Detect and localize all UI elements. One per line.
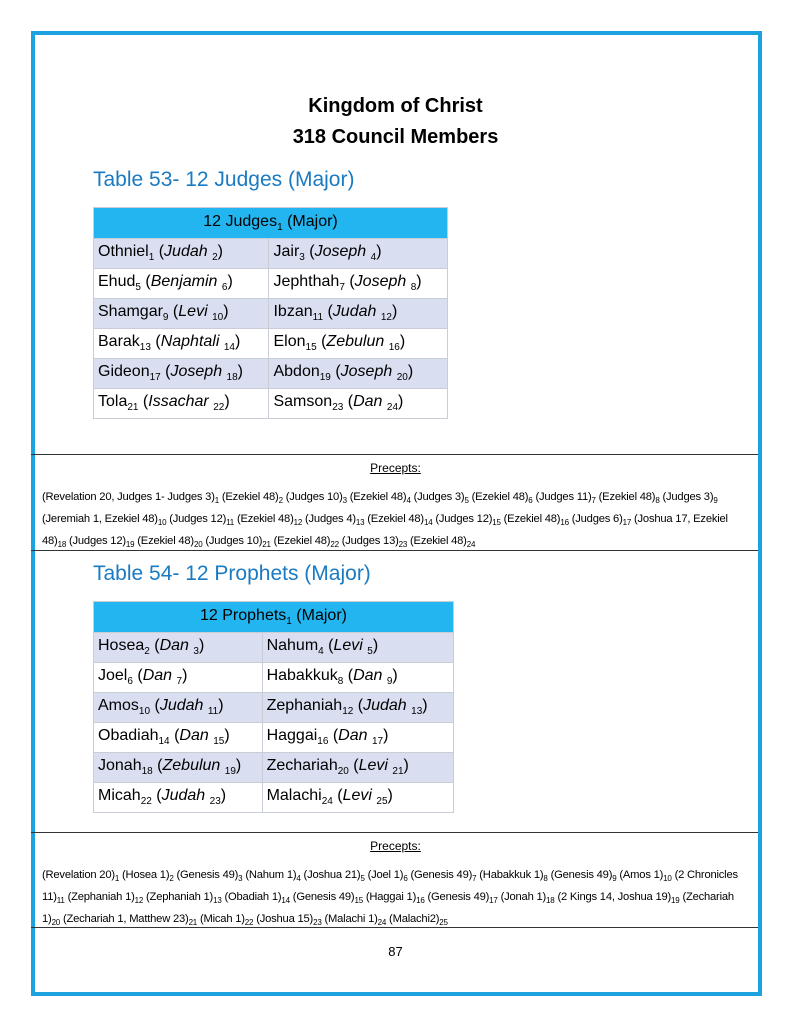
precept-reference: (Genesis 49): [289, 891, 355, 904]
precept-reference: (Ezekiel 48): [364, 513, 424, 526]
precept-reference: (Judges 12): [166, 513, 227, 526]
member-cell: Zechariah$_{20}$ (Levi $_{21}$): [262, 753, 453, 783]
page-subtitle: 318 Council Members: [292, 126, 499, 148]
footnote-number: 15: [213, 736, 225, 748]
precept-reference: (Nahum 1): [242, 869, 297, 881]
precept-reference: (Ezekiel 48): [500, 513, 561, 526]
table-row: [94, 329, 448, 359]
precept-reference: (Obadiah 1): [221, 891, 282, 904]
precept-reference: (Judges 12): [66, 535, 126, 548]
precept-reference: (Ezekiel 48): [134, 535, 194, 548]
precept-reference: (Judges 12): [432, 513, 493, 526]
precept-reference: (2 Kings 14, Joshua 19): [554, 891, 672, 904]
footnote-number: 6: [528, 496, 533, 506]
table-row: [94, 753, 454, 783]
member-cell: Ehud$_5$ (Benjamin $_6$): [94, 269, 269, 299]
member-cell: Jonah$_{18}$ (Zebulun $_{19}$): [94, 753, 263, 783]
footnote-number: 3: [238, 874, 243, 884]
footnote-number: 6: [403, 874, 408, 884]
footnote-number: 8: [337, 676, 344, 688]
precept-reference: (Jeremiah 1, Ezekiel 48): [42, 513, 158, 526]
precept-reference: (Judges 4): [302, 513, 356, 526]
member-name: Zephaniah: [266, 697, 343, 715]
member-cell: Tola$_{21}$ (Issachar $_{22}$): [94, 389, 269, 419]
member-name: Micah: [98, 787, 141, 805]
footnote-number: 18: [226, 372, 238, 384]
footnote-number: 18: [546, 896, 555, 906]
footnote-number: 21: [188, 918, 198, 928]
precept-reference: (Ezekiel 48): [407, 535, 467, 548]
footnote-number: 3: [342, 496, 347, 506]
footnote-number: 18: [141, 766, 153, 778]
member-cell: Joel$_6$ (Dan $_7$): [94, 663, 263, 693]
member-cell: Micah$_{22}$ (Judah $_{23}$): [94, 783, 263, 813]
footnote-number: 8: [655, 496, 660, 506]
footnote-number: 24: [321, 796, 333, 808]
precept-reference: (Joel 1): [364, 869, 404, 881]
table-row: [94, 239, 448, 269]
footnote-number: 25: [439, 918, 448, 928]
member-tribe: Dan: [338, 727, 372, 745]
precept-reference: (Judges 3): [410, 491, 465, 503]
precept-reference: (Jonah 1): [497, 891, 547, 904]
footnote-number: 8: [410, 282, 417, 294]
footnote-number: 19: [319, 372, 331, 384]
footnote-number: 2: [169, 874, 174, 884]
footnote-number: 12: [293, 518, 303, 528]
precept-reference: (Joshua 17, Ezekiel 48): [42, 513, 728, 548]
footnote-number: 16: [416, 896, 425, 906]
footnote-number: 9: [612, 874, 617, 884]
member-cell: Malachi$_{24}$ (Levi $_{25}$): [262, 783, 453, 813]
member-name: Malachi: [266, 787, 322, 805]
member-cell: Shamgar$_9$ (Levi $_{10}$): [94, 299, 269, 329]
member-name: Ehud: [98, 273, 136, 291]
precept-reference: (Genesis 49): [173, 869, 239, 881]
footnote-number: 20: [396, 372, 408, 384]
table-header: 12 Judges$_1$ (Major): [94, 208, 448, 239]
member-name: Hosea: [98, 637, 145, 655]
footnote-number: 20: [193, 540, 203, 550]
footnote-number: 13: [213, 896, 222, 906]
member-name: Joel: [98, 667, 128, 685]
table-row: [94, 663, 454, 693]
precept-reference: (Judges 11): [532, 491, 592, 503]
footnote-number: 5: [360, 874, 365, 884]
member-name: Barak: [98, 333, 140, 351]
member-name: Shamgar: [98, 303, 163, 321]
footnote-number: 11: [226, 518, 235, 528]
footnote-number: 10: [157, 518, 167, 528]
precept-reference: (Ezekiel 48): [468, 491, 529, 503]
footnote-number: 7: [472, 874, 477, 884]
footnote-number: 10: [663, 874, 672, 884]
footnote-number: 21: [262, 540, 271, 550]
precept-reference: (Zephaniah 1): [143, 891, 214, 904]
precept-reference: (Habakkuk 1): [476, 869, 544, 881]
table-53-caption: Table 53- 12 Judges (Major): [93, 168, 355, 191]
divider: [31, 832, 758, 833]
footnote-number: 13: [139, 342, 151, 354]
member-name: Haggai: [266, 727, 318, 745]
member-cell: Zephaniah$_{12}$ (Judah $_{13}$): [262, 693, 453, 723]
divider: [31, 454, 758, 455]
precept-reference: (Ezekiel 48): [270, 535, 331, 548]
member-tribe: Joseph: [354, 273, 411, 291]
member-name: Elon: [273, 333, 306, 351]
member-cell: Amos$_{10}$ (Judah $_{11}$): [94, 693, 263, 723]
table-row: [94, 723, 454, 753]
footnote-number: 8: [543, 874, 548, 884]
member-tribe: Levi: [342, 787, 377, 805]
table-54-caption: Table 54- 12 Prophets (Major): [93, 562, 371, 585]
precept-reference: (Ezekiel 48): [346, 491, 407, 503]
member-name: Amos: [98, 697, 139, 715]
footnote-number: 12: [380, 312, 392, 324]
precept-reference: (Judges 6): [568, 513, 623, 526]
member-tribe: Naphtali: [160, 333, 224, 351]
page-number: 87: [388, 944, 403, 959]
member-tribe: Dan: [179, 727, 214, 745]
member-tribe: Dan: [159, 637, 194, 655]
precepts-text: [42, 866, 754, 933]
table-row: [94, 693, 454, 723]
member-tribe: Benjamin: [150, 273, 222, 291]
footnote-number: 22: [140, 796, 152, 808]
footnote-number: 21: [127, 402, 139, 414]
footnote-number: 21: [392, 766, 404, 778]
footnote-number: 5: [464, 496, 469, 506]
footnote-number: 22: [213, 402, 225, 414]
member-cell: Samson$_{23}$ (Dan $_{24}$): [269, 389, 448, 419]
member-cell: Othniel$_1$ (Judah $_2$): [94, 239, 269, 269]
footnote-number: 14: [158, 736, 170, 748]
precept-reference: (Malachi2): [386, 913, 440, 926]
member-tribe: Judah: [363, 697, 412, 715]
member-name: Tola: [98, 393, 128, 411]
member-tribe: Levi: [178, 303, 213, 321]
member-cell: Nahum$_4$ (Levi $_5$): [262, 633, 453, 663]
member-tribe: Levi: [333, 637, 368, 655]
precept-reference: (Zechariah 1, Matthew 23): [60, 913, 189, 926]
footnote-number: 9: [386, 676, 393, 688]
precept-reference: (Revelation 20, Judges 1- Judges 3): [42, 491, 215, 503]
footnote-number: 1: [148, 252, 155, 264]
precepts-label: Precepts:: [370, 839, 421, 853]
member-name: Zechariah: [266, 757, 338, 775]
judges-table: [93, 207, 448, 419]
footnote-number: 2: [212, 252, 218, 264]
footnote-number: 1: [114, 874, 120, 884]
footnote-number: 22: [330, 540, 339, 550]
precept-reference: (Judges 13): [338, 535, 399, 548]
member-cell: Abdon$_{19}$ (Joseph $_{20}$): [269, 359, 448, 389]
member-cell: Jair$_3$ (Joseph $_4$): [269, 239, 448, 269]
footnote-number: 15: [354, 896, 363, 906]
footnote-number: 14: [281, 896, 290, 906]
member-cell: Gideon$_{17}$ (Joseph $_{18}$): [94, 359, 269, 389]
member-tribe: Judah: [164, 243, 213, 261]
footnote-number: 5: [367, 646, 373, 658]
member-cell: Haggai$_{16}$ (Dan $_{17}$): [262, 723, 453, 753]
footnote-number: 9: [713, 496, 718, 506]
table-row: [94, 633, 454, 663]
member-name: Gideon: [98, 363, 150, 381]
table-row: [94, 269, 448, 299]
footnote-number: 4: [318, 646, 324, 658]
footnote-number: 20: [51, 918, 61, 928]
footnote-number: 6: [127, 676, 133, 688]
footnote-number: 11: [56, 896, 65, 906]
precept-reference: (Judges 10): [202, 535, 263, 548]
member-tribe: Judah: [332, 303, 381, 321]
member-name: Samson: [273, 393, 333, 411]
footnote-number: 5: [135, 282, 141, 294]
member-name: Habakkuk: [266, 667, 338, 685]
member-name: Nahum: [266, 637, 319, 655]
precept-reference: (Judges 3): [659, 491, 714, 503]
precept-reference: (Hosea 1): [119, 869, 170, 881]
precept-reference: (Zephaniah 1): [64, 891, 135, 904]
member-name: Jonah: [98, 757, 142, 775]
precept-reference: (Joshua 15): [253, 913, 314, 926]
footnote-number: 23: [209, 796, 221, 808]
member-name: Jair: [273, 243, 300, 261]
footnote-number: 23: [398, 540, 408, 550]
precept-reference: (Revelation 20): [42, 869, 115, 881]
footnote-number: 2: [144, 646, 150, 658]
member-tribe: Joseph: [314, 243, 371, 261]
footnote-number: 24: [466, 540, 476, 550]
member-name: Othniel: [98, 243, 149, 261]
precept-reference: (Ezekiel 48): [218, 491, 279, 503]
footnote-number: 3: [299, 252, 305, 264]
table-row: [94, 299, 448, 329]
member-cell: Elon$_{15}$ (Zebulun $_{16}$): [269, 329, 448, 359]
footnote-number: 16: [560, 518, 569, 528]
member-cell: Obadiah$_{14}$ (Dan $_{15}$): [94, 723, 263, 753]
member-cell: Hosea$_2$ (Dan $_3$): [94, 633, 263, 663]
member-cell: Jephthah$_7$ (Joseph $_8$): [269, 269, 448, 299]
member-cell: Habakkuk$_8$ (Dan $_9$): [262, 663, 453, 693]
footnote-number: 20: [337, 766, 349, 778]
precepts-text: [42, 488, 754, 555]
member-tribe: Dan: [142, 667, 177, 685]
footnote-number: 10: [212, 312, 224, 324]
footnote-number: 23: [313, 918, 322, 928]
table-row: [94, 389, 448, 419]
member-name: Abdon: [273, 363, 320, 381]
member-tribe: Zebulun: [162, 757, 225, 775]
footnote-number: 11: [207, 706, 219, 718]
footnote-number: 7: [591, 496, 596, 506]
member-cell: Barak$_{13}$ (Naphtali $_{14}$): [94, 329, 269, 359]
precept-reference: (Judges 10): [282, 491, 343, 503]
table-row: [94, 783, 454, 813]
precept-reference: (Joshua 21): [300, 869, 361, 881]
precepts-label: Precepts:: [370, 461, 421, 475]
footnote-number: 2: [278, 496, 283, 506]
member-tribe: Issachar: [148, 393, 214, 411]
footnote-number: 17: [371, 736, 384, 748]
footnote-number: 1: [286, 616, 292, 628]
footnote-number: 19: [125, 540, 135, 550]
footnote-number: 4: [296, 874, 301, 884]
footnote-number: 17: [622, 518, 632, 528]
footnote-number: 3: [193, 646, 199, 658]
precept-reference: (Genesis 49): [547, 869, 613, 881]
table-header: 12 Prophets$_1$ (Major): [94, 602, 454, 633]
footnote-number: 1: [277, 222, 283, 234]
footnote-number: 11: [312, 312, 324, 324]
footnote-number: 17: [149, 372, 161, 384]
divider: [31, 550, 758, 551]
footnote-number: 7: [176, 676, 183, 688]
footnote-number: 15: [492, 518, 501, 528]
footnote-number: 16: [317, 736, 329, 748]
footnote-number: 19: [671, 896, 680, 906]
footnote-number: 25: [376, 796, 388, 808]
member-name: Ibzan: [273, 303, 313, 321]
divider: [31, 927, 758, 928]
member-name: Jephthah: [273, 273, 340, 291]
member-name: Obadiah: [98, 727, 159, 745]
footnote-number: 9: [162, 312, 169, 324]
footnote-number: 12: [134, 896, 144, 906]
footnote-number: 13: [411, 706, 423, 718]
footnote-number: 7: [339, 282, 345, 294]
footnote-number: 14: [423, 518, 433, 528]
table-row: [94, 359, 448, 389]
member-tribe: Judah: [159, 697, 208, 715]
footnote-number: 6: [221, 282, 228, 294]
member-tribe: Joseph: [340, 363, 397, 381]
footnote-number: 24: [386, 402, 399, 414]
footnote-number: 18: [57, 540, 67, 550]
footnote-number: 4: [370, 252, 377, 264]
footnote-number: 17: [489, 896, 498, 906]
prophets-table: [93, 601, 454, 813]
precept-reference: (Ezekiel 48): [595, 491, 656, 503]
member-cell: Ibzan$_{11}$ (Judah $_{12}$): [269, 299, 448, 329]
precept-reference: (Genesis 49): [424, 891, 490, 904]
footnote-number: 19: [224, 766, 236, 778]
footnote-number: 10: [138, 706, 151, 718]
footnote-number: 4: [406, 496, 411, 506]
member-tribe: Judah: [161, 787, 210, 805]
precept-reference: (2 Chronicles 11): [42, 869, 738, 904]
precept-reference: (Amos 1): [616, 869, 664, 881]
member-tribe: Zebulun: [326, 333, 389, 351]
member-tribe: Joseph: [170, 363, 227, 381]
member-tribe: Levi: [358, 757, 393, 775]
precept-reference: (Zechariah 1): [42, 891, 734, 926]
footnote-number: 16: [388, 342, 400, 354]
footnote-number: 23: [332, 402, 344, 414]
member-tribe: Dan: [353, 393, 387, 411]
precept-reference: (Genesis 49): [407, 869, 473, 881]
footnote-number: 12: [342, 706, 354, 718]
footnote-number: 24: [377, 918, 387, 928]
footnote-number: 22: [244, 918, 254, 928]
footnote-number: 14: [223, 342, 235, 354]
precept-reference: (Haggai 1): [362, 891, 417, 904]
footnote-number: 13: [355, 518, 365, 528]
precept-reference: (Ezekiel 48): [234, 513, 294, 526]
page-title: Kingdom of Christ: [308, 95, 483, 117]
member-tribe: Dan: [353, 667, 387, 685]
footnote-number: 1: [214, 496, 219, 506]
precept-reference: (Malachi 1): [321, 913, 378, 926]
precept-reference: (Micah 1): [197, 913, 245, 926]
footnote-number: 15: [305, 342, 317, 354]
